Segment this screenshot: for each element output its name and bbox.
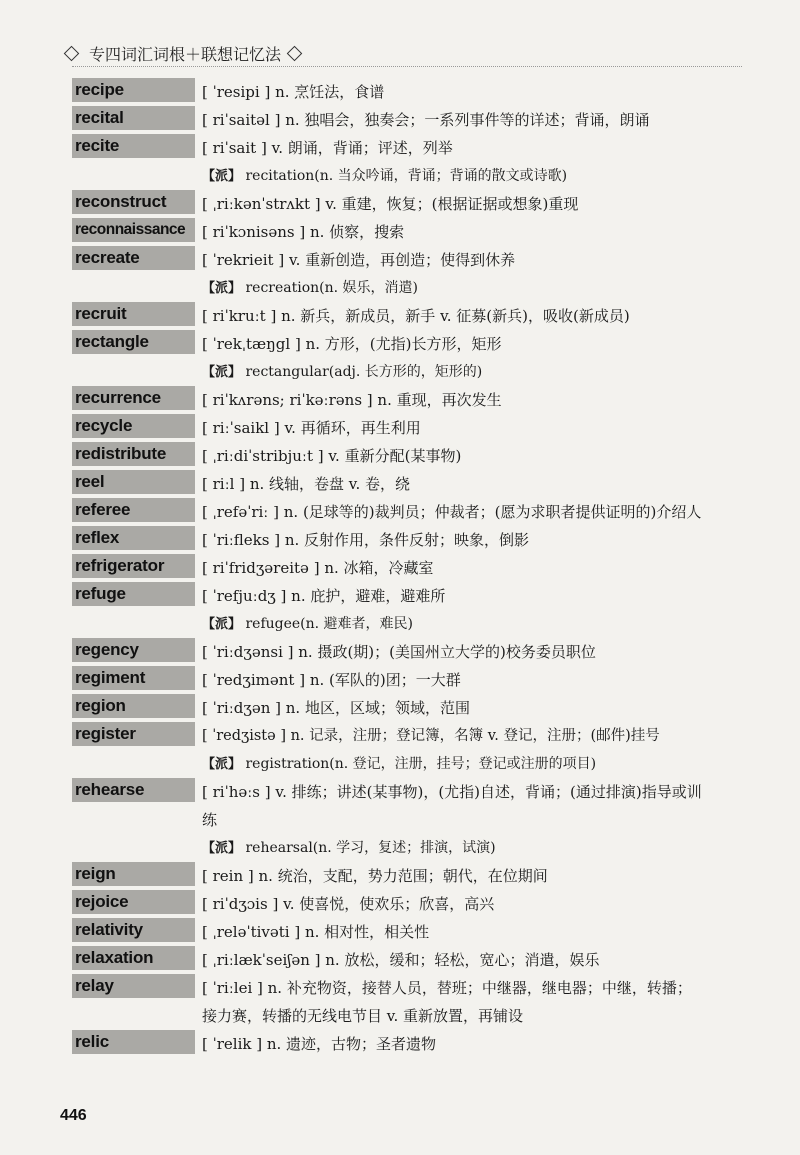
definition: [ riˈkɔnisəns ] n. 侦察，搜索 <box>202 223 405 241</box>
headword: relativity <box>72 918 195 942</box>
headword: refrigerator <box>72 554 195 578</box>
headword: regiment <box>72 666 195 690</box>
vocab-entry <box>72 582 702 638</box>
vocab-entry <box>72 554 702 582</box>
page-number: 446 <box>60 1107 87 1124</box>
headword: reign <box>72 862 195 886</box>
vocab-entry <box>72 974 702 1030</box>
headword: recipe <box>72 78 195 102</box>
definition: [ riˈkʌrəns; riˈkəːrəns ] n. 重现，再次发生 <box>202 391 502 409</box>
definition: [ riˈdʒɔis ] v. 使喜悦，使欢乐；欣喜，高兴 <box>202 895 495 913</box>
vocab-entry <box>72 526 702 554</box>
derivative-line <box>202 162 702 190</box>
definition: [ riˈsaitəl ] n. 独唱会，独奏会；一系列事件等的详述；背诵，朗诵 <box>202 111 650 129</box>
headword: relic <box>72 1030 195 1054</box>
derivative-tag: 【派】 <box>202 617 242 632</box>
derivative: rehearsal(n. 学习，复述；排演，试演) <box>245 840 496 856</box>
headword: redistribute <box>72 442 195 466</box>
page-header <box>60 36 750 70</box>
headword: recreate <box>72 246 195 270</box>
headword: reflex <box>72 526 195 550</box>
diamond-icon <box>287 45 303 61</box>
derivative-tag: 【派】 <box>202 281 242 296</box>
vocab-entry <box>72 218 702 246</box>
headword: recurrence <box>72 386 195 410</box>
derivative-line <box>202 610 702 638</box>
definition: [ ˌrefəˈriː ] n. (足球等的)裁判员；仲裁者；(愿为求职者提供证明的)介绍人 <box>202 503 702 521</box>
headword: regency <box>72 638 195 662</box>
headword: refuge <box>72 582 195 606</box>
vocab-entry <box>72 442 702 470</box>
vocab-entry <box>72 330 702 386</box>
vocab-entry <box>72 694 702 722</box>
definition: [ rein ] n. 统治，支配，势力范围；朝代，在位期间 <box>202 867 548 885</box>
definition: [ riːl ] n. 线轴，卷盘 v. 卷，绕 <box>202 475 411 493</box>
definition: [ ˌreləˈtivəti ] n. 相对性，相关性 <box>202 923 430 941</box>
headword: recital <box>72 106 195 130</box>
definition: [ ˈriːdʒənsi ] n. 摄政(期)；(美国州立大学的)校务委员职位 <box>202 643 596 661</box>
vocab-entry <box>72 498 702 526</box>
definition: [ ˈrefjuːdʒ ] n. 庇护，避难，避难所 <box>202 587 446 605</box>
derivative: rectangular(adj. 长方形的，矩形的) <box>245 364 483 380</box>
headword: recycle <box>72 414 195 438</box>
vocab-entry <box>72 246 702 302</box>
definition: [ ˌriːkənˈstrʌkt ] v. 重建，恢复；(根据证据或想象)重现 <box>202 195 579 213</box>
vocab-entry <box>72 778 702 862</box>
vocab-entry <box>72 946 702 974</box>
vocab-entry <box>72 386 702 414</box>
vocab-entry <box>72 78 702 106</box>
headword: rectangle <box>72 330 195 354</box>
vocab-entry <box>72 414 702 442</box>
headword: reel <box>72 470 195 494</box>
definition: [ ˈrekrieit ] v. 重新创造，再创造；使得到休养 <box>202 251 516 269</box>
definition: [ riːˈsaikl ] v. 再循环，再生利用 <box>202 419 421 437</box>
headword: region <box>72 694 195 718</box>
definition: [ ˈresipi ] n. 烹饪法，食谱 <box>202 83 385 101</box>
headword: referee <box>72 498 195 522</box>
definition: [ ˈriːlei ] n. 补充物资，接替人员，替班；中继器，继电器；中继，转播；接力赛，转播的无线电节目 v. 重新放置，再铺设 <box>202 979 692 1025</box>
derivative: recreation(n. 娱乐，消遣) <box>245 280 419 296</box>
headword: reconnaissance <box>72 218 195 242</box>
diamond-icon <box>64 45 80 61</box>
definition: [ riˈfridʒəreitə ] n. 冰箱，冷藏室 <box>202 559 434 577</box>
definition: [ ˈrelik ] n. 遗迹，古物；圣者遗物 <box>202 1035 437 1053</box>
headword: relaxation <box>72 946 195 970</box>
derivative-tag: 【派】 <box>202 841 242 856</box>
definition: [ riˈsait ] v. 朗诵，背诵；评述，列举 <box>202 139 453 157</box>
header-divider <box>72 66 742 67</box>
headword: rehearse <box>72 778 195 802</box>
definition: [ ˌriːlækˈseiʃən ] n. 放松，缓和；轻松，宽心；消遣，娱乐 <box>202 951 600 969</box>
headword: recruit <box>72 302 195 326</box>
vocab-entry <box>72 890 702 918</box>
vocab-entry <box>72 302 702 330</box>
derivative-line <box>202 750 702 778</box>
definition: [ ˈredʒimənt ] n. (军队的)团；一大群 <box>202 671 461 689</box>
derivative-line <box>202 834 702 862</box>
vocab-entry <box>72 638 702 666</box>
derivative-tag: 【派】 <box>202 365 242 380</box>
definition: [ ˈrekˌtæŋgl ] n. 方形，(尤指)长方形，矩形 <box>202 335 502 353</box>
vocab-entry <box>72 1030 702 1058</box>
vocab-entry <box>72 862 702 890</box>
derivative: recitation(n. 当众吟诵，背诵；背诵的散文或诗歌) <box>245 168 568 184</box>
derivative: refugee(n. 避难者，难民) <box>245 616 414 632</box>
derivative-tag: 【派】 <box>202 169 242 184</box>
derivative: registration(n. 登记，注册，挂号；登记或注册的项目) <box>245 756 597 772</box>
vocab-entry <box>72 470 702 498</box>
derivative-line <box>202 358 702 386</box>
definition: [ riˈhəːs ] v. 排练；讲述(某事物)，(尤指)自述，背诵；(通过排演)指导或训练 <box>202 783 702 829</box>
definition: [ ˈriːfleks ] n. 反射作用，条件反射；映象，倒影 <box>202 531 530 549</box>
headword: rejoice <box>72 890 195 914</box>
definition: [ riˈkruːt ] n. 新兵，新成员，新手 v. 征募(新兵)，吸收(新成员) <box>202 307 630 325</box>
vocab-entry <box>72 666 702 694</box>
definition: [ ˈriːdʒən ] n. 地区，区域；领域，范围 <box>202 699 470 717</box>
definition: [ ˈredʒistə ] n. 记录，注册；登记簿，名簿 v. 登记，注册；(邮件)挂号 <box>202 728 660 744</box>
vocabulary-list <box>72 78 702 1058</box>
header-title: 专四词汇词根＋联想记忆法 <box>89 44 282 64</box>
definition: [ ˌriːdiˈstribjuːt ] v. 重新分配(某事物) <box>202 447 462 465</box>
headword: relay <box>72 974 195 998</box>
headword: recite <box>72 134 195 158</box>
vocab-entry <box>72 190 702 218</box>
vocab-entry <box>72 722 702 778</box>
headword: register <box>72 722 195 746</box>
vocab-entry <box>72 918 702 946</box>
derivative-line <box>202 274 702 302</box>
derivative-tag: 【派】 <box>202 757 242 772</box>
vocab-entry <box>72 106 702 134</box>
vocab-entry <box>72 134 702 190</box>
headword: reconstruct <box>72 190 195 214</box>
